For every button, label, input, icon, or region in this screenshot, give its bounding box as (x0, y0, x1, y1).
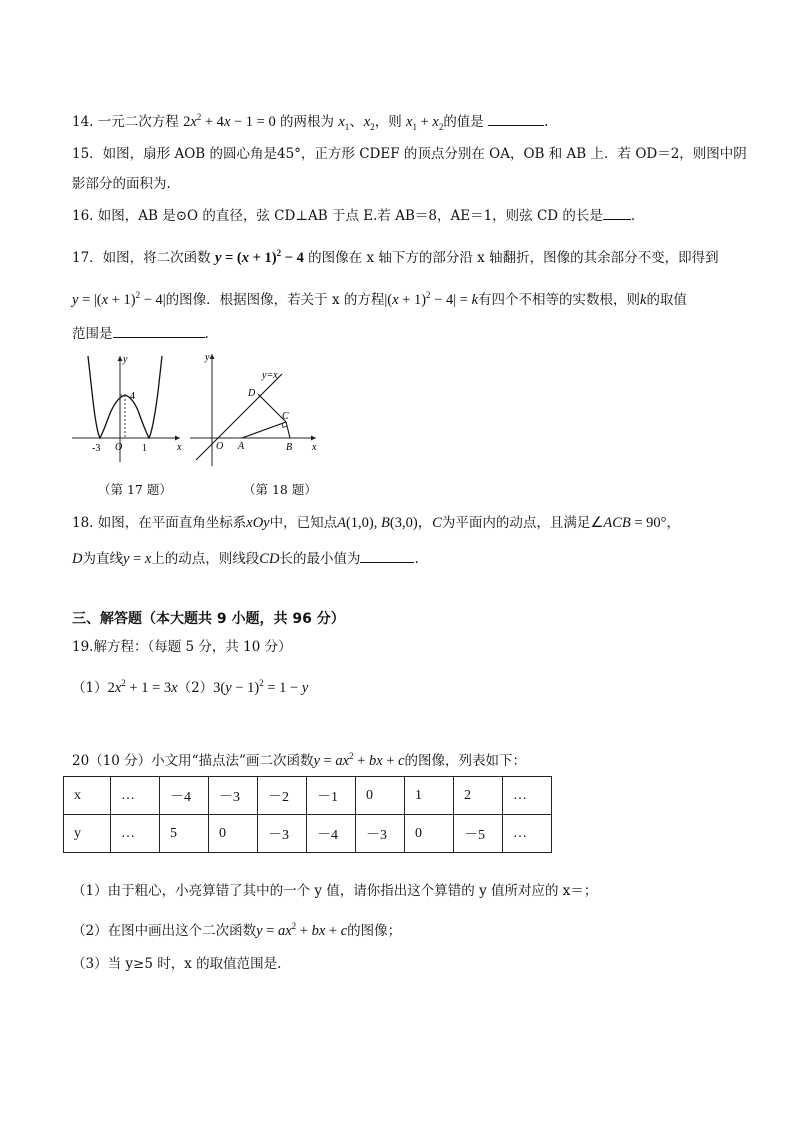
fig18-point-a: A (238, 441, 245, 452)
question-15-line2: 影部分的面积为. (72, 176, 171, 192)
fig18-line-label: y=x (262, 370, 278, 381)
fig17-origin-label: O (115, 442, 123, 453)
fig18-origin-label: O (216, 441, 224, 452)
table-row-x (64, 777, 552, 815)
fig17-tick-4: 4 (130, 391, 135, 402)
question-20-part1: （1）由于粗心，小亮算错了其中的一个 y 值，请你指出这个算错的 y 值所对应的 x＝； (72, 883, 598, 899)
question-18-line2: D为直线y = x上的动点，则线段CD长的最小值为 . (72, 551, 419, 567)
answer-blank-18 (360, 550, 414, 563)
question-20-part3: （3）当 y≥5 时，x 的取值范围是. (72, 956, 282, 972)
table-row-y (64, 815, 552, 853)
table-cell: －4 (307, 815, 356, 853)
table-cell: … (111, 777, 160, 815)
question-16: 16. 如图，AB 是⊙O 的直径，弦 CD⊥AB 于点 E.若 AB＝8，AE＝1，则弦 CD 的长是 . (72, 208, 636, 224)
question-17-line1: 17．如图，将二次函数 $y = (x + 1)^2 - 4$ 的图像在 x 轴下方的部分沿 x 轴翻折，图像的其余部分不变，即得到 (72, 248, 719, 266)
question-20-part2: （2）在图中画出这个二次函数$y = ax^2$ + bx + c的图像； (72, 921, 402, 939)
question-20-intro: 20（10 分）小文用“描点法”画二次函数$y = ax^2$ + bx + c的图像，列表如下： (72, 751, 527, 769)
table-cell: 0 (405, 815, 454, 853)
table-cell: －2 (258, 777, 307, 815)
table-cell: y (64, 815, 111, 853)
fig18-point-b: B (286, 442, 293, 453)
answer-blank-16 (603, 207, 631, 220)
figure-18-graph (190, 352, 317, 466)
fig18-caption: （第 18 题） (243, 482, 317, 497)
table-cell: －4 (160, 777, 209, 815)
table-cell: 5 (160, 815, 209, 853)
answer-blank-14 (488, 113, 544, 126)
table-cell: … (111, 815, 160, 853)
question-19-parts: $(1)2x^2 + 1 = 3x(2)3(y - 1)^2 = 1 - y$ (72, 678, 309, 696)
table-cell: 0 (356, 777, 405, 815)
table-cell: … (503, 815, 552, 853)
answer-blank-17 (113, 325, 205, 338)
fig18-point-d: D (248, 388, 256, 399)
fig17-y-label: y (123, 354, 128, 365)
fig18-y-label: y (205, 352, 210, 363)
fig17-x-label: x (177, 442, 182, 453)
table-cell: －3 (258, 815, 307, 853)
table-cell: 0 (209, 815, 258, 853)
question-18-line1: 18. 如图，在平面直角坐标系xOy中，已知点A(1,0), B(3,0)，C为平面内的动点，且满足∠ACB = 90°， (72, 515, 680, 531)
figures-17-18 (72, 350, 332, 472)
question-17-line3: 范围是 . (72, 326, 209, 342)
question-14: 14. 一元二次方程 $2x^2 + 4x - 1 = 0$ 的两根为 $x_1$、$x_2$，则 $x_1 + x_2$的值是 . (72, 112, 549, 132)
fig17-tick-1: 1 (142, 443, 147, 454)
table-cell: －5 (454, 815, 503, 853)
question-17-line2: $y = |(x + 1)^2 - 4|$的图像．根据图像，若关于 x 的方程$|(x + 1)^2 - 4| = k$有四个不相等的实数根，则k的取值 (72, 290, 687, 308)
fig17-tick-neg3: -3 (92, 443, 101, 454)
value-table (63, 776, 552, 853)
table-cell: －3 (356, 815, 405, 853)
table-cell: 1 (405, 777, 454, 815)
figure-17-graph (72, 354, 182, 462)
equation-14: $2x^2 + 4x - 1 = 0$ (183, 112, 276, 130)
table-cell: －3 (209, 777, 258, 815)
fig18-x-label: x (312, 442, 317, 453)
fig17-caption: （第 17 题） (98, 482, 172, 497)
table-cell: x (64, 777, 111, 815)
fig18-point-c: C (282, 411, 289, 422)
question-19-title: 19.解方程：（每题 5 分，共 10 分） (72, 639, 292, 655)
table-cell: … (503, 777, 552, 815)
table-cell: －1 (307, 777, 356, 815)
question-15-line1: 15．如图，扇形 AOB 的圆心角是45°，正方形 CDEF 的顶点分别在 OA，OB 和 AB 上．若 OD＝2，则图中阴 (72, 146, 747, 162)
section-3-heading: 三、解答题（本大题共 9 小题，共 96 分） (72, 611, 345, 627)
table-cell: 2 (454, 777, 503, 815)
